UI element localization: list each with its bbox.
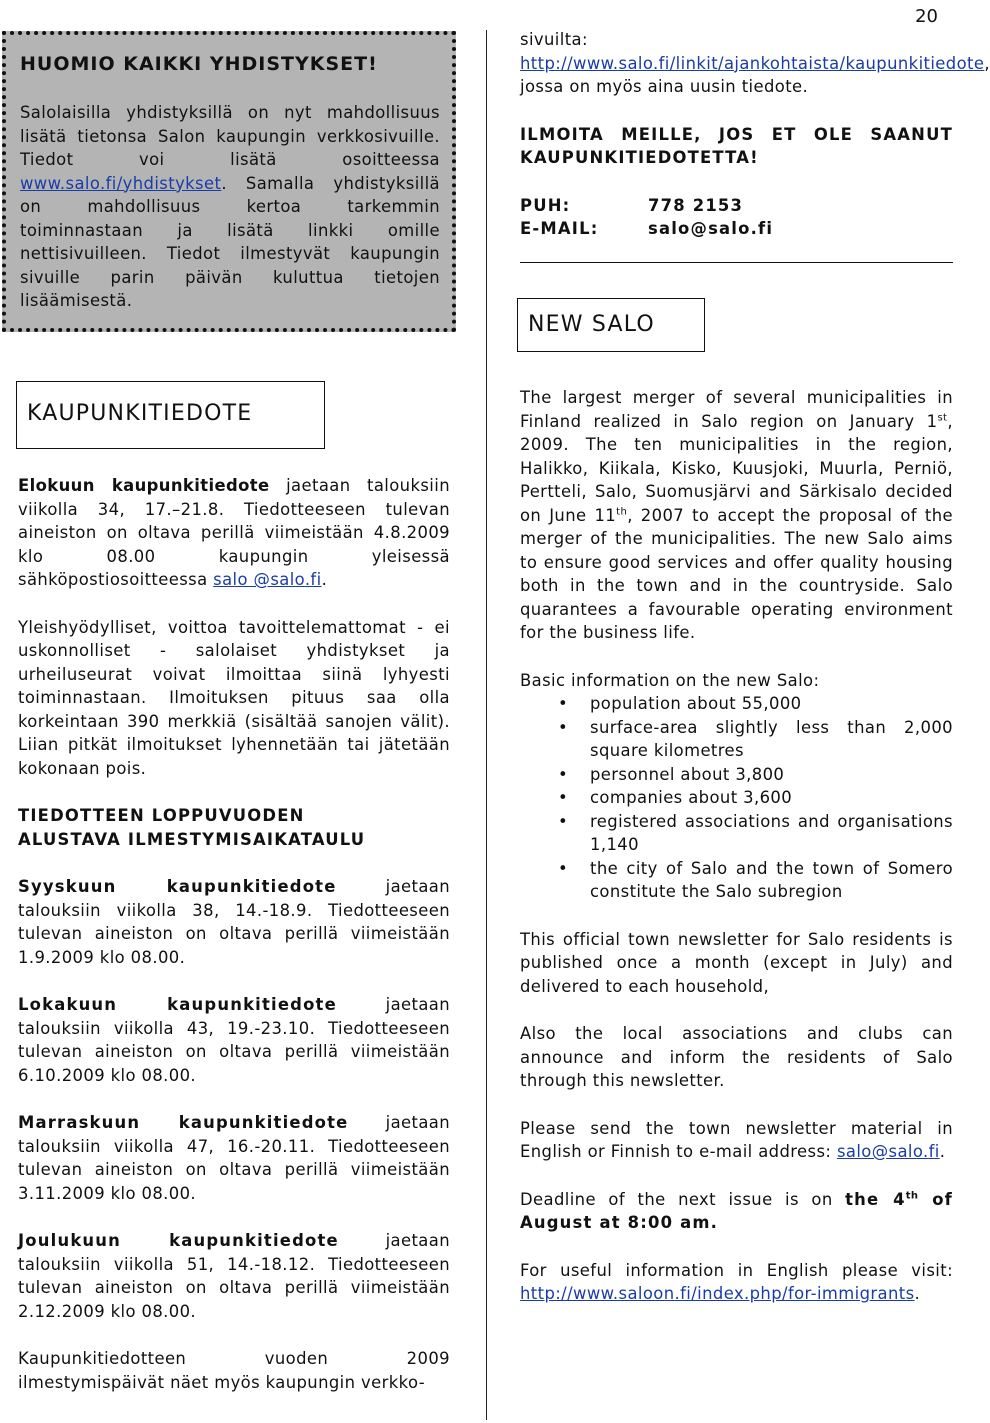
- schedule-item-november: Marraskuun kaupunkitiedote jaetaan talouksiin viikolla 47, 16.-20.11. Tiedotteeseen tulevan aineiston on oltava perillä viimeistään 3.11.2009 klo 08.00.: [18, 1113, 450, 1203]
- list-item: • population about 55,000: [520, 692, 953, 716]
- notify-us-text: ILMOITA MEILLE, JOS ET OLE SAANUT KAUPUNKITIEDOTETTA!: [520, 124, 953, 167]
- right-column-top: [520, 28, 990, 241]
- associations-paragraph: Yleishyödylliset, voittoa tavoittelemattomat - ei uskonnolliset - salolaiset yhdistykset ja urheiluseurat voivat ilmoittaa siinä lyhyesti toiminnastaan. Ilmoituksen pituus saa olla korkeintaan 390 merkkiä (sisältää sanojen välit). Liian pitkät ilmoitukset lyhennetään tai jätetään kokonaan pois.: [18, 617, 450, 778]
- useful-info-paragraph: For useful information in English please visit: http://www.saloon.fi/index.php/for-immigrants.: [520, 1260, 953, 1303]
- schedule-title: TIEDOTTEEN LOPPUVUODEN ALUSTAVA ILMESTYMISAIKATAULU: [18, 806, 366, 849]
- list-item: • personnel about 3,800: [520, 763, 953, 787]
- column-divider: [486, 30, 487, 1420]
- website-continuation: sivuilta: http://www.salo.fi/linkit/ajankohtaista/kaupunkitiedote, jossa on myös aina uusin tiedote.: [520, 30, 990, 96]
- notice-title: HUOMIO KAIKKI YHDISTYKSET!: [20, 53, 378, 75]
- associations-link[interactable]: www.salo.fi/yhdistykset: [20, 173, 222, 193]
- schedule-item-october: Lokakuun kaupunkitiedote jaetaan talouksiin viikolla 43, 19.-23.10. Tiedotteeseen tulevan aineiston on oltava perillä viimeistään 6.10.2009 klo 08.00.: [18, 995, 450, 1085]
- left-column: [18, 474, 450, 1394]
- merger-paragraph: The largest merger of several municipalities in Finland realized in Salo region on January 1st, 2009. The ten municipalities in the region, Halikko, Kiikala, Kisko, Kuusjoki, Muurla, Perniö, Pertteli, Salo, Suomusjärvi and Särkisalo decided on June 11th, 2007 to accept the proposal of the merger of the municipalities. The new Salo aims to ensure good services and offer quality housing both in the town and in the countryside. Salo quarantees a favourable operating environment for the business life.: [520, 388, 953, 642]
- section-rule: [520, 262, 953, 263]
- email-row: [520, 217, 953, 241]
- page-number: 20: [915, 6, 938, 27]
- basic-facts-list: [520, 692, 953, 904]
- notice-text: Salolaisilla yhdistyksillä on nyt mahdollisuus lisätä tietonsa Salon kaupungin verkkosivuille. Tiedot voi lisätä osoitteessa www.salo.fi/yhdistykset. Samalla yhdistyksillä on mahdollisuus kertoa tarkemmin toiminnastaan ja lisätä linkki omille nettisivuilleen. Tiedot ilmestyvät kaupungin sivuille parin päivän kuluttua tietojen lisäämisestä.: [20, 103, 440, 310]
- phone-value: 778 2153: [648, 195, 744, 215]
- new-salo-heading: NEW SALO: [517, 298, 705, 352]
- phone-label: PUH:: [520, 195, 571, 215]
- august-issue-paragraph: Elokuun kaupunkitiedote jaetaan talouksiin viikolla 34, 17.–21.8. Tiedotteeseen tulevan aineiston on oltava perillä viimeistään 4.8.2009 klo 08.00 kaupungin yleisessä sähköpostiosoitteessa salo @salo.fi.: [18, 476, 451, 589]
- email-label: E-MAIL:: [520, 219, 599, 238]
- schedule-item-september: Syyskuun kaupunkitiedote jaetaan talouksiin viikolla 38, 14.-18.9. Tiedotteeseen tulevan aineiston on oltava perillä viimeistään 1.9.2009 klo 08.00.: [18, 877, 451, 967]
- kaupunkitiedote-heading: KAUPUNKITIEDOTE: [16, 381, 325, 449]
- closing-paragraph: Kaupunkitiedotteen vuoden 2009 ilmestymispäivät näet myös kaupungin verkko-: [18, 1349, 450, 1392]
- basic-info-title: Basic information on the new Salo:: [520, 670, 820, 690]
- right-column-body: [520, 386, 953, 1306]
- deadline-paragraph: Deadline of the next issue is on the 4th of August at 8:00 am.: [520, 1189, 954, 1232]
- kaupunkitiedote-link[interactable]: http://www.salo.fi/linkit/ajankohtaista/kaupunkitiedote: [520, 53, 985, 73]
- email-value: salo@salo.fi: [648, 219, 774, 238]
- immigrants-link[interactable]: http://www.saloon.fi/index.php/for-immigrants: [520, 1284, 915, 1303]
- list-item: • companies about 3,600: [520, 786, 953, 810]
- send-material-paragraph: Please send the town newsletter material in English or Finnish to e-mail address: salo@salo.fi.: [520, 1118, 953, 1161]
- list-item: • registered associations and organisations 1,140: [520, 810, 953, 857]
- send-email-link[interactable]: salo@salo.fi: [836, 1142, 940, 1161]
- list-item: • the city of Salo and the town of Somero constitute the Salo subregion: [520, 857, 953, 904]
- associations-announce-paragraph: Also the local associations and clubs can announce and inform the residents of Salo through this newsletter.: [520, 1024, 953, 1090]
- schedule-item-december: Joulukuun kaupunkitiedote jaetaan talouksiin viikolla 51, 14.-18.12. Tiedotteeseen tulevan aineiston on oltava perillä viimeistään 2.12.2009 klo 08.00.: [18, 1231, 450, 1321]
- phone-row: [520, 194, 953, 218]
- salo-email-link[interactable]: salo @salo.fi: [213, 570, 322, 589]
- associations-notice-box: [2, 31, 456, 332]
- list-item: • surface-area slightly less than 2,000 square kilometres: [520, 716, 953, 763]
- official-newsletter-paragraph: This official town newsletter for Salo residents is published once a month (except in July) and delivered to each household,: [520, 929, 953, 996]
